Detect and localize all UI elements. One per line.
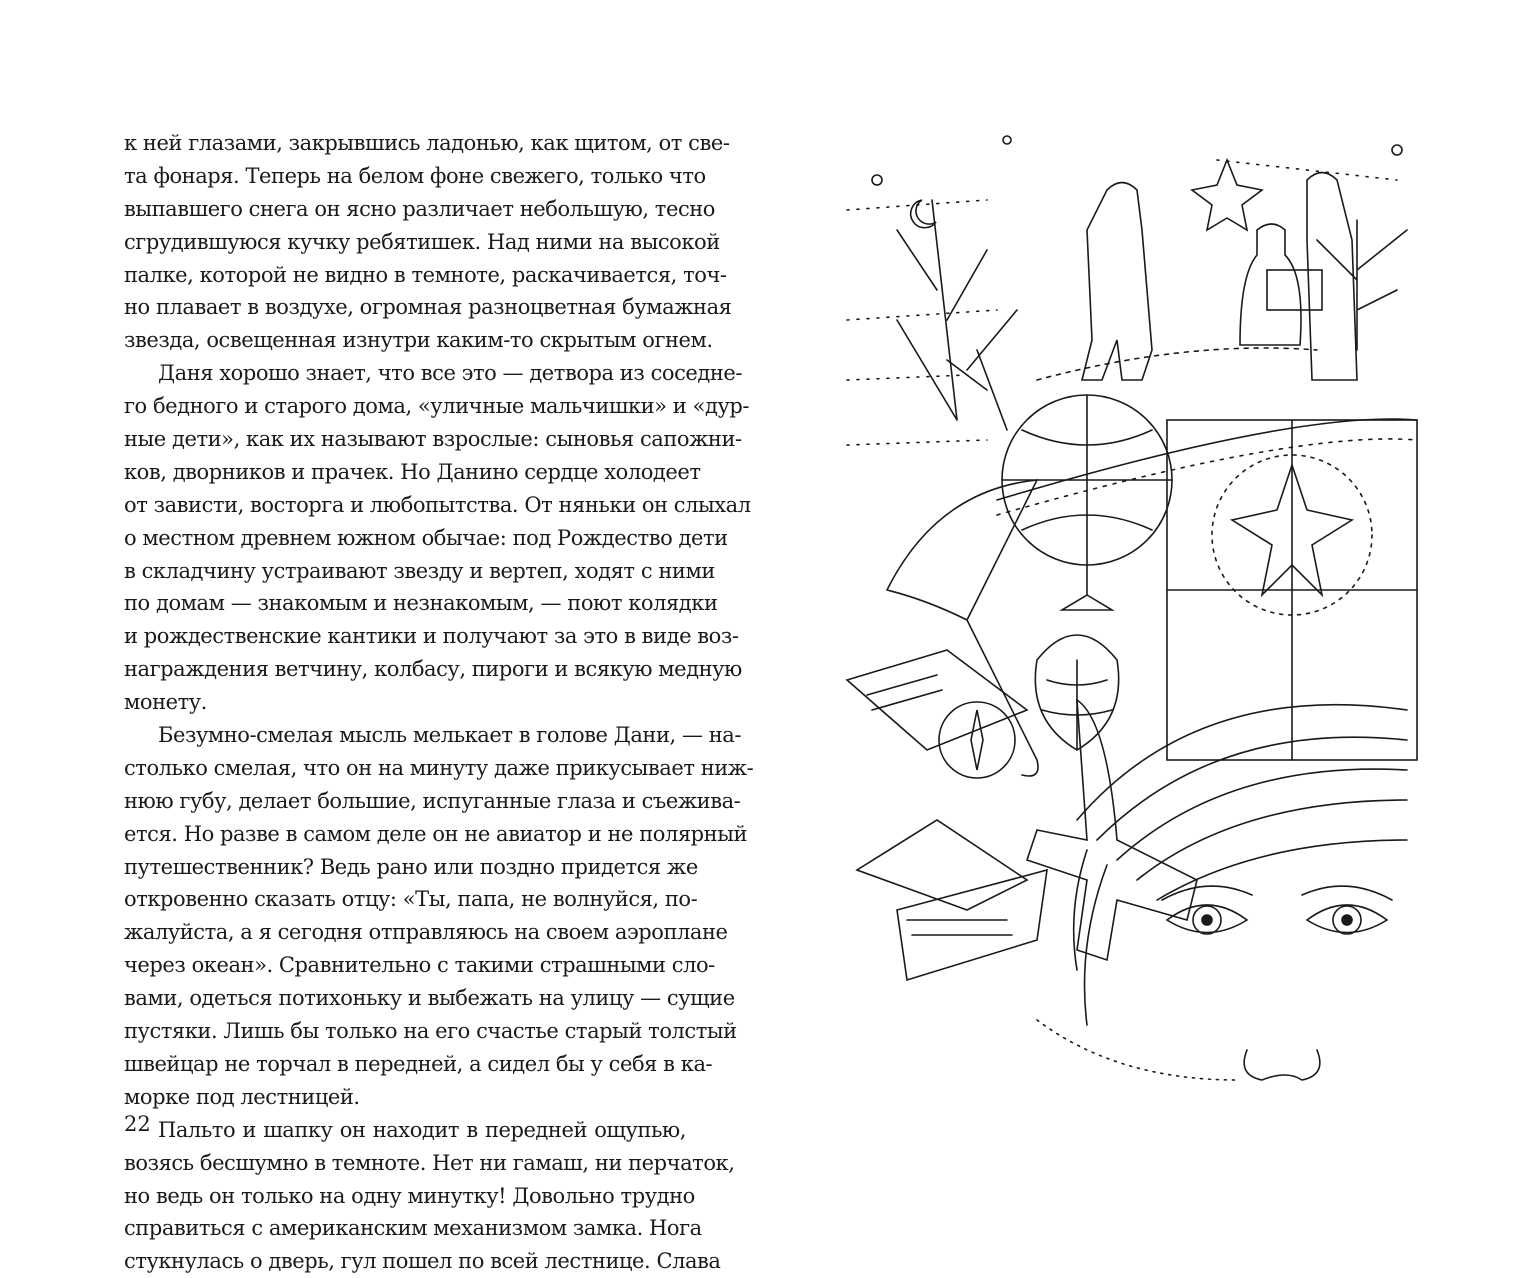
text-line: ков, дворников и прачек. Но Данино сердце холодеет	[124, 459, 701, 484]
text-line: о местном древнем южном обычае: под Рождество дети	[124, 525, 728, 550]
text-line: ные дети», как их называют взрослые: сыновья сапожни-	[124, 427, 742, 452]
text-line: в складчину устраивают звезду и вертеп, ходят с ними	[124, 558, 715, 583]
right-page	[767, 0, 1535, 1240]
text-line: справиться с американским механизмом замка. Нога	[124, 1216, 702, 1241]
left-page	[0, 0, 767, 1274]
text-line: от зависти, восторга и любопытства. От няньки он слыхал	[124, 492, 751, 517]
paragraph	[124, 357, 751, 719]
text-line: через океан». Сравнительно с такими страшными сло-	[124, 953, 715, 978]
text-line: по домам — знакомым и незнакомым, — поют колядки	[124, 591, 718, 616]
text-line: монету.	[124, 690, 207, 715]
paragraph	[124, 719, 754, 1114]
illustration-drawing	[837, 120, 1437, 1100]
text-line: стукнулась о дверь, гул пошел по всей лестнице. Слава	[124, 1249, 721, 1274]
paragraph	[124, 127, 732, 357]
text-line: но плавает в воздухе, огромная разноцветная бумажная	[124, 295, 732, 320]
text-line: та фонаря. Теперь на белом фоне свежего, только что	[124, 163, 706, 188]
text-line: столько смелая, что он на минуту даже прикусывает ниж-	[124, 755, 754, 780]
text-line: Пальто и шапку он находит в передней ощупью,	[158, 1117, 686, 1142]
text-line: жалуйста, а я сегодня отправляюсь на своем аэроплане	[124, 920, 728, 945]
text-line: швейцар не торчал в передней, а сидел бы у себя в ка-	[124, 1051, 713, 1076]
text-line: путешественник? Ведь рано или поздно придется же	[124, 854, 698, 879]
ink-collage-illustration-icon	[837, 120, 1437, 1100]
paragraph	[124, 1114, 735, 1278]
text-line: откровенно сказать отцу: «Ты, папа, не волнуйся, по-	[124, 887, 698, 912]
text-line: го бедного и старого дома, «уличные мальчишки» и «дур-	[124, 394, 749, 419]
text-line: пустяки. Лишь бы только на его счастье старый толстый	[124, 1019, 737, 1044]
text-line: награждения ветчину, колбасу, пироги и всякую медную	[124, 657, 742, 682]
text-line: к ней глазами, закрывшись ладонью, как щитом, от све-	[124, 131, 730, 155]
page-number: 22	[124, 1112, 151, 1136]
text-line: выпавшего снега он ясно различает небольшую, тесно	[124, 196, 715, 221]
text-line: сгрудившуюся кучку ребятишек. Над ними на высокой	[124, 229, 720, 254]
text-line: звезда, освещенная изнутри каким-то скрытым огнем.	[124, 328, 713, 353]
text-line: и рождественские кантики и получают за это в виде воз-	[124, 624, 739, 649]
text-line: вами, одеться потихоньку и выбежать на улицу — сущие	[124, 986, 735, 1011]
text-line: но ведь он только на одну минутку! Довольно трудно	[124, 1183, 695, 1208]
text-line: ется. Но разве в самом деле он не авиатор и не полярный	[124, 821, 747, 846]
text-line: морке под лестницей.	[124, 1084, 360, 1109]
text-line: нюю губу, делает большие, испуганные глаза и съежива-	[124, 788, 741, 813]
text-line: палке, которой не видно в темноте, раскачивается, точ-	[124, 262, 727, 287]
body-text	[124, 127, 754, 1278]
text-line: Даня хорошо знает, что все это — детвора из соседне-	[158, 361, 743, 386]
text-line: возясь бесшумно в темноте. Нет ни гамаш, ни перчаток,	[124, 1150, 735, 1175]
text-line: Безумно-смелая мысль мелькает в голове Дани, — на-	[158, 723, 741, 748]
